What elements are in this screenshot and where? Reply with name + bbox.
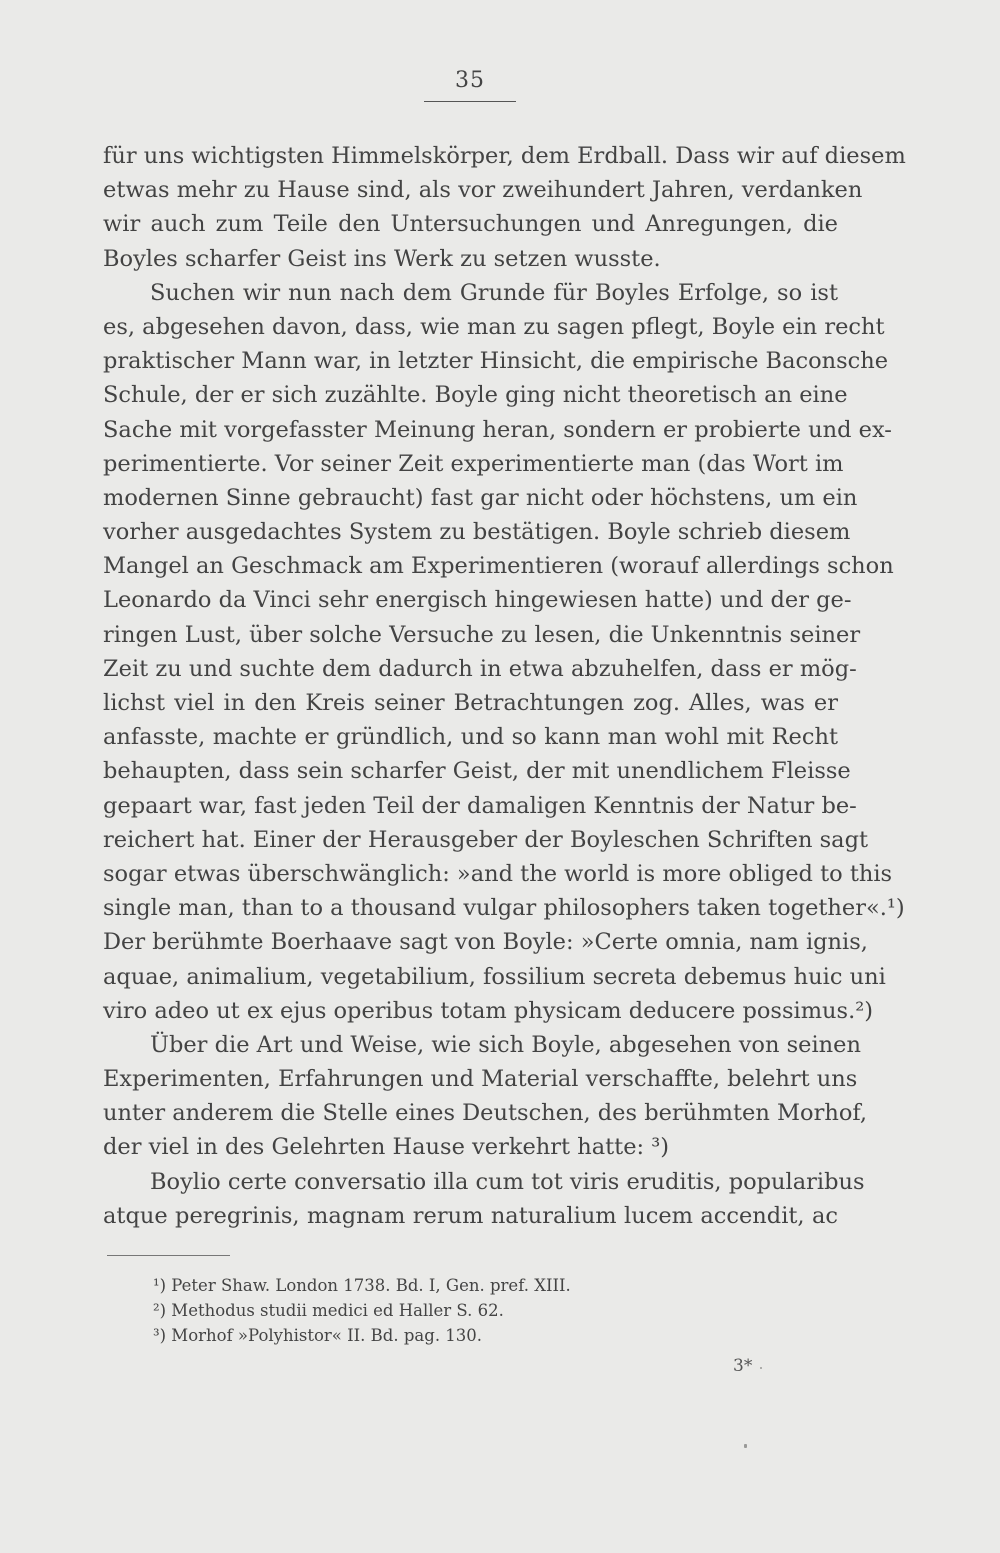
text-line: Über die Art und Weise, wie sich Boyle, abgesehen von seinen — [150, 1031, 861, 1058]
text-line: ringen Lust, über solche Versuche zu lesen, die Unkenntnis seiner — [103, 621, 861, 648]
footnote: ²) Methodus studii medici ed Haller S. 62. — [153, 1301, 504, 1320]
text-line: etwas mehr zu Hause sind, als vor zweihundert Jahren, verdanken — [103, 177, 863, 204]
text-line: sogar etwas überschwänglich: »and the world is more obliged to this — [103, 860, 893, 887]
text-line: praktischer Mann war, in letzter Hinsicht, die empirische Baconsche — [103, 348, 889, 375]
text-line: gepaart war, fast jeden Teil der damaligen Kenntnis der Natur be- — [103, 792, 857, 819]
text-line: perimentierte. Vor seiner Zeit experimentierte man (das Wort im — [103, 450, 844, 477]
text-line: behaupten, dass sein scharfer Geist, der mit unendlichem Fleisse — [103, 758, 851, 785]
text-line: single man, than to a thousand vulgar philosophers taken together«.¹) — [103, 895, 905, 922]
signature-mark: 3* — [733, 1356, 753, 1376]
header-rule — [424, 101, 516, 102]
text-line: Zeit zu und suchte dem dadurch in etwa abzuhelfen, dass er mög- — [103, 655, 857, 682]
text-line: aquae, animalium, vegetabilium, fossilium secreta debemus huic uni — [103, 963, 886, 990]
text-line: Mangel an Geschmack am Experimentieren (worauf allerdings schon — [103, 553, 894, 580]
paper-speck — [760, 1367, 762, 1369]
text-line: reichert hat. Einer der Herausgeber der Boyleschen Schriften sagt — [103, 826, 869, 853]
text-line: unter anderem die Stelle eines Deutschen, des berühmten Morhof, — [103, 1100, 868, 1127]
footnotes — [153, 1273, 753, 1348]
paper-speck — [744, 1444, 747, 1448]
footnote: ¹) Peter Shaw. London 1738. Bd. I, Gen. pref. XIII. — [153, 1276, 571, 1295]
text-line: Suchen wir nun nach dem Grunde für Boyles Erfolge, so ist — [150, 279, 838, 306]
text-line: Sache mit vorgefasster Meinung heran, sondern er probierte und ex- — [103, 416, 892, 443]
footnote-rule — [107, 1255, 230, 1256]
text-line: vorher ausgedachtes System zu bestätigen. Boyle schrieb diesem — [103, 519, 851, 546]
text-line: Leonardo da Vinci sehr energisch hingewiesen hatte) und der ge- — [103, 587, 852, 614]
text-line: Boylio certe conversatio illa cum tot viris eruditis, popularibus — [150, 1168, 865, 1195]
footnote: ³) Morhof »Polyhistor« II. Bd. pag. 130. — [153, 1326, 483, 1345]
text-line: es, abgesehen davon, dass, wie man zu sagen pflegt, Boyle ein recht — [103, 313, 885, 340]
text-line: anfasste, machte er gründlich, und so kann man wohl mit Recht — [103, 724, 838, 751]
text-line: Der berühmte Boerhaave sagt von Boyle: »Certe omnia, nam ignis, — [103, 929, 868, 956]
text-line: für uns wichtigsten Himmelskörper, dem Erdball. Dass wir auf diesem — [103, 143, 906, 169]
text-line: atque peregrinis, magnam rerum naturalium lucem accendit, ac — [103, 1202, 838, 1229]
text-line: Experimenten, Erfahrungen und Material verschaffte, belehrt uns — [103, 1066, 858, 1093]
text-line: Boyles scharfer Geist ins Werk zu setzen wusste. — [103, 245, 661, 272]
text-line: lichst viel in den Kreis seiner Betrachtungen zog. Alles, was er — [103, 690, 838, 716]
text-line: viro adeo ut ex ejus operibus totam physicam deducere possimus.²) — [103, 997, 874, 1024]
text-line: wir auch zum Teile den Untersuchungen und Anregungen, die — [103, 211, 838, 238]
text-line: der viel in des Gelehrten Hause verkehrt hatte: ³) — [103, 1134, 670, 1161]
text-line: Schule, der er sich zuzählte. Boyle ging nicht theoretisch an eine — [103, 382, 848, 409]
page-number: 35 — [455, 68, 485, 93]
text-line: modernen Sinne gebraucht) fast gar nicht oder höchstens, um ein — [103, 484, 858, 511]
body-text — [103, 139, 906, 1233]
